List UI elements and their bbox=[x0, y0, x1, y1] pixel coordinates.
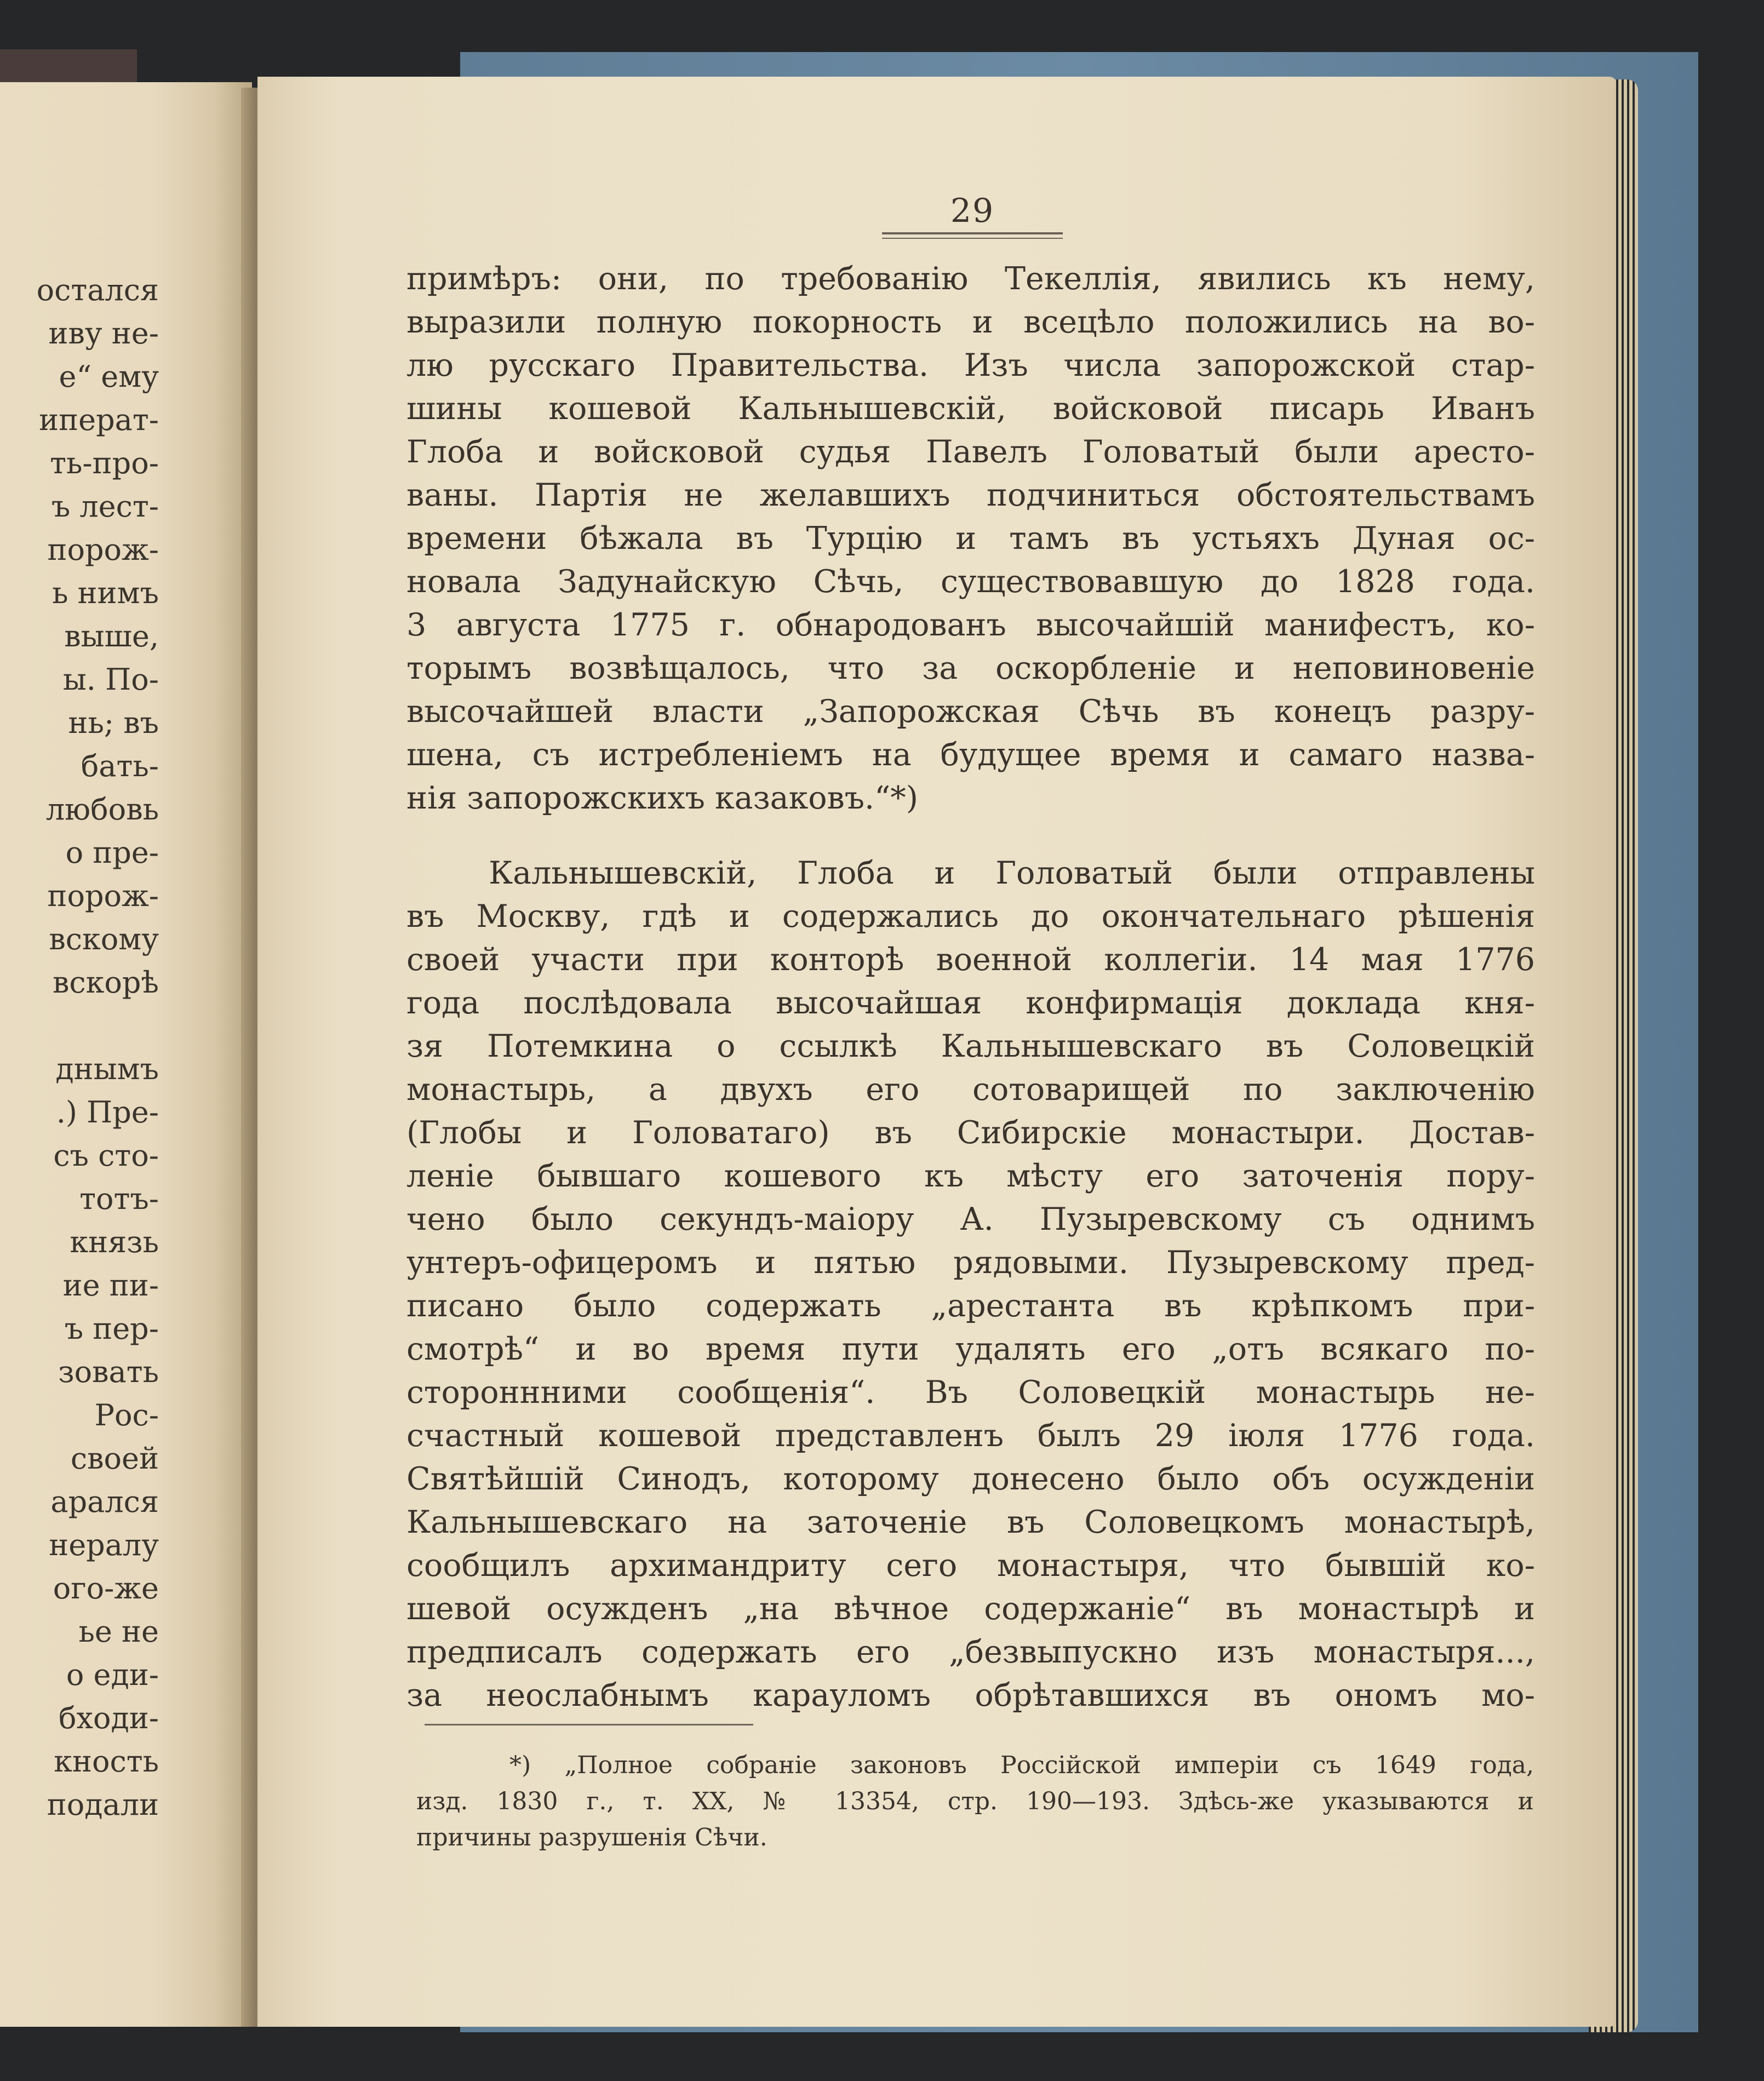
right-page bbox=[257, 77, 1616, 2027]
text-line: унтеръ-офицеромъ и пятью рядовыми. Пузыревскому пред- bbox=[406, 1245, 1535, 1281]
left-page-line: ъ пер- bbox=[64, 1311, 159, 1346]
left-page-line: е“ ему bbox=[59, 359, 159, 394]
left-page-line: подали bbox=[47, 1787, 159, 1822]
left-page-line: князь bbox=[70, 1225, 159, 1259]
left-page-line: иперат- bbox=[39, 403, 159, 437]
left-page-text bbox=[0, 268, 159, 1826]
left-page-line: любовь bbox=[45, 792, 159, 827]
text-line: Глоба и войсковой судья Павелъ Головатый были аресто- bbox=[406, 434, 1535, 470]
left-page-line: ы. По- bbox=[62, 662, 159, 697]
left-page-line: .) Пре- bbox=[56, 1095, 159, 1130]
left-page-line: нералу bbox=[49, 1528, 159, 1562]
text-line: 3 августа 1775 г. обнародованъ высочайшій манифестъ, ко- bbox=[406, 607, 1535, 643]
left-page-line: ь нимъ bbox=[52, 576, 159, 610]
text-line: выразили полную покорность и всецѣло положились на во- bbox=[406, 304, 1535, 340]
text-line: сообщилъ архимандриту сего монастыря, что бывшій ко- bbox=[406, 1547, 1535, 1584]
left-page-line: ье не bbox=[78, 1614, 159, 1649]
text-line: Кальнышевскаго на заточеніе въ Соловецкомъ монастырѣ, bbox=[406, 1504, 1535, 1540]
left-page-line: Рос- bbox=[94, 1398, 159, 1432]
footnote-line: причины разрушенія Сѣчи. bbox=[416, 1824, 768, 1851]
left-page-line: своей bbox=[70, 1441, 159, 1476]
page-number: 29 bbox=[950, 192, 995, 230]
text-line: счастный кошевой представленъ былъ 29 іюля 1776 года. bbox=[406, 1418, 1535, 1454]
left-page-line: о пре- bbox=[65, 835, 159, 870]
left-page-line: тотъ- bbox=[79, 1182, 159, 1216]
text-line: шины кошевой Кальнышевскій, войсковой писарь Иванъ bbox=[406, 391, 1535, 427]
footnote-rule bbox=[425, 1724, 753, 1725]
text-line: нія запорожскихъ казаковъ.“*) bbox=[406, 780, 918, 816]
text-line: писано было содержать „арестанта въ крѣпкомъ при- bbox=[406, 1288, 1535, 1324]
text-line: высочайшей власти „Запорожская Сѣчь въ конецъ разру- bbox=[406, 693, 1535, 730]
text-line: лю русскаго Правительства. Изъ числа запорожской стар- bbox=[406, 347, 1535, 383]
left-page-line bbox=[0, 1004, 159, 1047]
text-line: примѣръ: они, по требованію Текеллія, явились къ нему, bbox=[406, 261, 1535, 297]
text-line: своей участи при конторѣ военной коллегіи. 14 мая 1776 bbox=[406, 942, 1535, 978]
left-page-line: ие пи- bbox=[62, 1268, 159, 1303]
left-page-line: кность bbox=[54, 1744, 159, 1779]
left-page-line: ого-же bbox=[53, 1571, 159, 1606]
left-page-line: ъ лест- bbox=[51, 489, 159, 524]
left-page-line: бать- bbox=[81, 749, 159, 783]
text-line: Кальнышевскій, Глоба и Головатый были отправлены bbox=[489, 855, 1535, 891]
left-page-line: ть-про- bbox=[50, 446, 159, 480]
text-line: зя Потемкина о ссылкѣ Кальнышевскаго въ Соловецкій bbox=[406, 1028, 1535, 1064]
text-line: (Глобы и Головатаго) въ Сибирскіе монастыри. Достав- bbox=[406, 1115, 1535, 1151]
text-line: новала Задунайскую Сѣчь, существовавшую до 1828 года. bbox=[406, 564, 1535, 600]
left-page-line: о еди- bbox=[66, 1658, 159, 1692]
body-text bbox=[406, 257, 1535, 1717]
text-line: леніе бывшаго кошевого къ мѣсту его заточенія пору- bbox=[406, 1158, 1535, 1194]
footnote-line: изд. 1830 г., т. XX, № 13354, стр. 190—193. Здѣсь-же указываются и bbox=[416, 1787, 1534, 1815]
left-page-line: арался bbox=[50, 1484, 159, 1519]
paragraph-2 bbox=[406, 852, 1535, 1717]
text-line: чено было секундъ-маіору А. Пузыревскому съ однимъ bbox=[406, 1201, 1535, 1237]
text-line: ваны. Партія не желавшихъ подчиниться обстоятельствамъ bbox=[406, 477, 1535, 513]
text-line: шена, съ истребленіемъ на будущее время и самаго назва- bbox=[406, 737, 1535, 773]
text-line: стороннними сообщенія“. Въ Соловецкій монастырь не- bbox=[406, 1374, 1535, 1411]
footnote bbox=[416, 1747, 1534, 1856]
text-line: смотрѣ“ и во время пути удалять его „отъ всякаго по- bbox=[406, 1331, 1535, 1367]
left-page-line: вскому bbox=[49, 922, 159, 956]
left-page-line: зовать bbox=[58, 1355, 159, 1389]
text-line: шевой осужденъ „на вѣчное содержаніе“ въ монастырѣ и bbox=[406, 1591, 1535, 1627]
left-page-line: порож- bbox=[47, 532, 159, 567]
text-line: времени бѣжала въ Турцію и тамъ въ устьяхъ Дуная ос- bbox=[406, 520, 1535, 557]
left-page-line: нь; въ bbox=[68, 706, 159, 740]
paragraph-1 bbox=[406, 257, 1535, 820]
text-line: Святѣйшій Синодъ, которому донесено было объ осужденіи bbox=[406, 1461, 1535, 1497]
left-page-line: днымъ bbox=[55, 1052, 159, 1086]
left-page-line: съ сто- bbox=[53, 1138, 159, 1173]
header-rule bbox=[882, 232, 1063, 239]
footnote-line: *) „Полное собраніе законовъ Россійской имперіи съ 1649 года, bbox=[509, 1751, 1534, 1779]
text-line: монастырь, а двухъ его сотоварищей по заключенію bbox=[406, 1071, 1535, 1108]
text-line: за неослабнымъ карауломъ обрѣтавшихся въ ономъ мо- bbox=[406, 1677, 1535, 1713]
left-page-line: иву не- bbox=[48, 316, 159, 351]
text-line: года послѣдовала высочайшая конфирмація доклада кня- bbox=[406, 985, 1535, 1021]
left-page bbox=[0, 82, 252, 2027]
left-page-line: бходи- bbox=[59, 1701, 159, 1735]
text-line: въ Москву, гдѣ и содержались до окончательнаго рѣшенія bbox=[406, 898, 1535, 935]
text-line: торымъ возвѣщалось, что за оскорбленіе и неповиновеніе bbox=[406, 650, 1535, 686]
text-line: предписалъ содержать его „безвыпускно изъ монастыря..., bbox=[406, 1634, 1535, 1670]
left-page-line: порож- bbox=[47, 879, 159, 913]
page-header bbox=[882, 192, 1063, 239]
left-page-line: вскорѣ bbox=[52, 965, 159, 1000]
left-page-line: остался bbox=[36, 273, 159, 307]
left-page-line: выше, bbox=[64, 619, 159, 653]
